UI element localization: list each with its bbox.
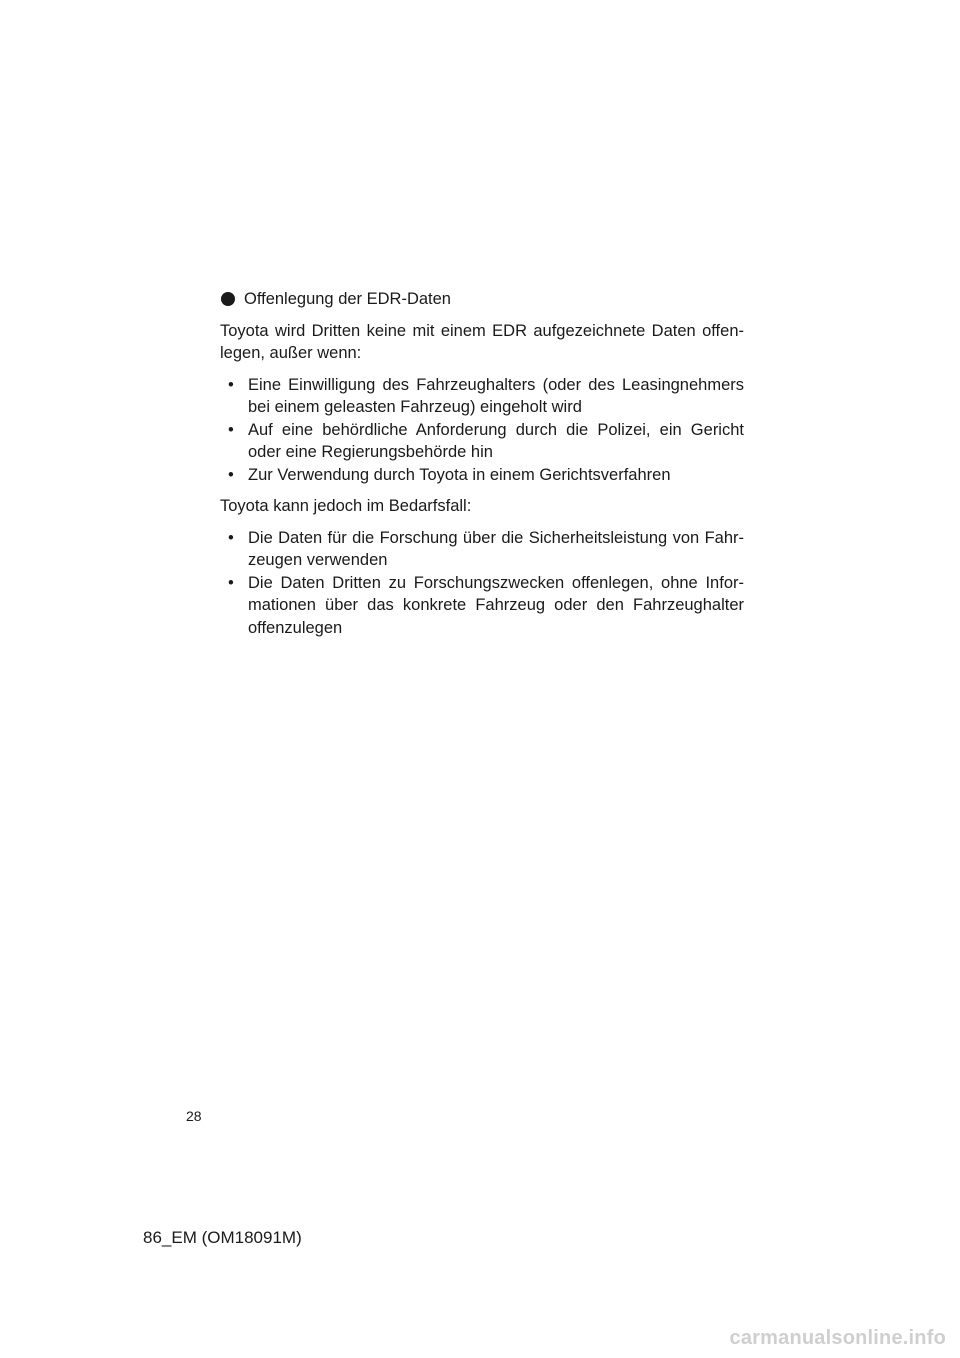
- conditions-list: [220, 374, 744, 487]
- section-heading: [220, 288, 744, 311]
- watermark: carmanualsonline.info: [729, 1327, 946, 1349]
- usage-intro-paragraph: Toyota kann jedoch im Bedarfsfall:: [220, 497, 472, 515]
- list-item: • Auf eine behördliche Anforderung durch die Polizei, ein Gericht oder eine Regierungsbehörde hin: [228, 420, 744, 461]
- page-number: 28: [186, 1108, 202, 1124]
- list-item: • Die Daten für die Forschung über die Sicherheitsleistung von Fahr-zeugen verwenden: [228, 528, 744, 569]
- list-item: • Eine Einwilligung des Fahrzeughalters (oder des Leasingnehmers bei einem geleasten Fahrzeug) eingeholt wird: [228, 375, 744, 416]
- section-heading-text: Offenlegung der EDR-Daten: [244, 290, 451, 308]
- usages-list: [220, 527, 744, 640]
- intro-paragraph: Toyota wird Dritten keine mit einem EDR aufgezeichnete Daten offen-legen, außer wenn:: [220, 321, 744, 362]
- bullet-icon: •: [228, 465, 234, 484]
- list-item: • Zur Verwendung durch Toyota in einem Gerichtsverfahren: [220, 464, 744, 487]
- bullet-icon: •: [228, 528, 234, 547]
- bullet-icon: •: [228, 573, 234, 592]
- bullet-icon: •: [228, 420, 234, 439]
- bullet-icon: •: [228, 375, 234, 394]
- page-content: [220, 288, 744, 648]
- list-item: • Die Daten Dritten zu Forschungszwecken offenlegen, ohne Infor-mationen über das konkrete Fahrzeug oder den Fahrzeughalter offenzulegen: [228, 573, 744, 637]
- document-code: 86_EM (OM18091M): [143, 1228, 302, 1247]
- bullet-dot-icon: [221, 292, 235, 306]
